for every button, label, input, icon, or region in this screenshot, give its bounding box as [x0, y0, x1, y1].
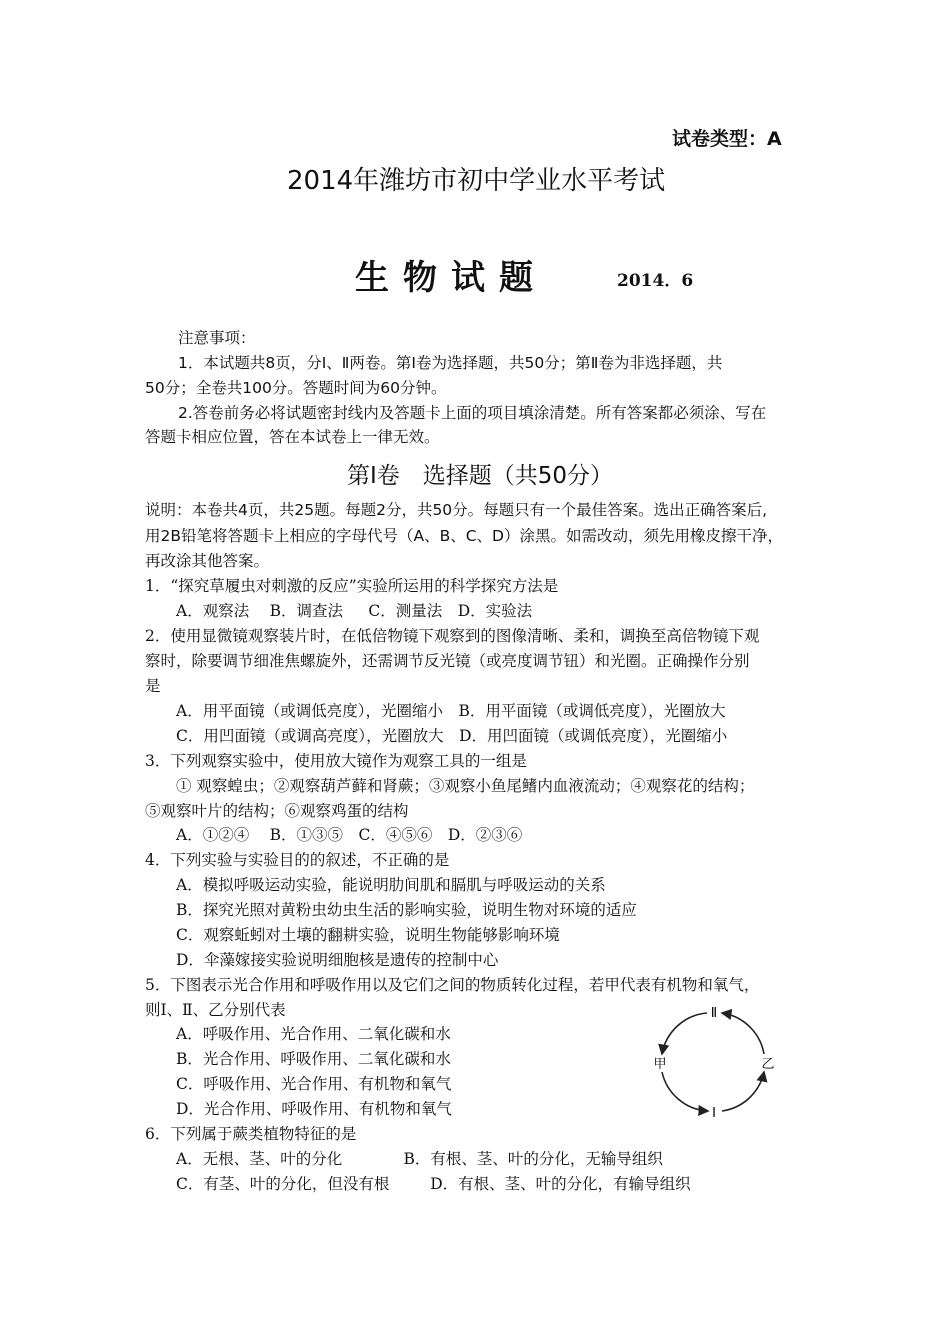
- cycle-arc-top-right: [722, 1013, 764, 1054]
- exam-title: 2014年潍坊市初中学业水平考试: [287, 166, 666, 196]
- cycle-arc-top-left: [662, 1013, 707, 1054]
- section-title: 第Ⅰ卷 选择题（共50分）: [347, 463, 614, 489]
- notice-item-1-line-1: 1．本试题共8页，分Ⅰ、Ⅱ两卷。第Ⅰ卷为选择题，共50分；第Ⅱ卷为非选择题，共: [178, 354, 723, 372]
- notice-item-2-line-1: 2.答卷前务必将试题密封线内及答题卡上面的项目填涂清楚。所有答案都必须涂、写在: [178, 404, 767, 422]
- notice-title: 注意事项：: [178, 329, 256, 347]
- notice-item-2-line-2: 答题卡相应位置，答在本试卷上一律无效。: [145, 428, 440, 446]
- q2-options-line-1: A．用平面镜（或调低亮度），光圈缩小 B．用平面镜（或调低亮度），光圈放大: [176, 702, 726, 720]
- cycle-arc-bottom-right: [722, 1072, 764, 1111]
- diagram-label-right: 乙: [761, 1057, 775, 1072]
- q4-stem: 4．下列实验与实验目的的叙述，不正确的是: [145, 851, 450, 869]
- q5-option-d: D．光合作用、呼吸作用、有机物和氧气: [176, 1100, 452, 1118]
- q4-option-d: D．伞藻嫁接实验说明细胞核是遗传的控制中心: [176, 951, 499, 969]
- q2-stem-line-2: 察时，除要调节细准焦螺旋外，还需调节反光镜（或亮度调节钮）和光圈。正确操作分别: [145, 652, 750, 670]
- diagram-label-top: Ⅱ: [710, 1006, 718, 1021]
- q5-stem-line-1: 5．下图表示光合作用和呼吸作用以及它们之间的物质转化过程，若甲代表有机物和氧气，: [145, 976, 760, 994]
- q5-option-c: C．呼吸作用、光合作用、有机物和氧气: [176, 1075, 452, 1093]
- q2-stem-line-1: 2．使用显微镜观察装片时，在低倍物镜下观察到的图像清晰、柔和，调换至高倍物镜下观: [145, 627, 760, 645]
- q6-options-line-2: C．有茎、叶的分化，但没有根 D．有根、茎、叶的分化，有输导组织: [176, 1175, 691, 1193]
- section-desc-line-3: 再改涂其他答案。: [145, 552, 270, 570]
- q6-stem: 6．下列属于蕨类植物特征的是: [145, 1125, 357, 1143]
- photosynthesis-respiration-cycle-diagram: [640, 1000, 790, 1125]
- notice-item-1-line-2: 50分；全卷共100分。答题时间为60分钟。: [145, 379, 447, 397]
- cycle-arc-bottom-left: [662, 1072, 708, 1111]
- q4-option-c: C．观察蚯蚓对土壤的翻耕实验，说明生物能够影响环境: [176, 926, 560, 944]
- paper-type-label: 试卷类型：A: [672, 128, 782, 150]
- q5-option-a: A．呼吸作用、光合作用、二氧化碳和水: [176, 1025, 451, 1043]
- q3-options: A．①②④ B．①③⑤ C．④⑤⑥ D．②③⑥: [176, 826, 523, 844]
- q2-options-line-2: C．用凹面镜（或调高亮度），光圈放大 D．用凹面镜（或调低亮度），光圈缩小: [176, 727, 728, 745]
- q1-stem: 1．“探究草履虫对刺激的反应”实验所运用的科学探究方法是: [145, 577, 559, 595]
- q1-options: A．观察法 B．调查法 C．测量法 D．实验法: [176, 602, 533, 620]
- q4-option-a: A．模拟呼吸运动实验，能说明肋间肌和膈肌与呼吸运动的关系: [176, 876, 606, 894]
- q6-options-line-1: A．无根、茎、叶的分化 B．有根、茎、叶的分化，无输导组织: [176, 1150, 663, 1168]
- diagram-label-bottom: Ⅰ: [712, 1106, 716, 1121]
- diagram-label-left: 甲: [653, 1057, 667, 1072]
- q3-line-3: ⑤观察叶片的结构；⑥观察鸡蛋的结构: [145, 802, 409, 820]
- q5-option-b: B．光合作用、呼吸作用、二氧化碳和水: [176, 1050, 451, 1068]
- q2-stem-line-3: 是: [145, 677, 161, 695]
- section-desc-line-1: 说明：本卷共4页，共25题。每题2分，共50分。每题只有一个最佳答案。选出正确答案后,: [145, 501, 768, 519]
- q5-stem-line-2: 则Ⅰ、Ⅱ、乙分别代表: [145, 1001, 286, 1019]
- exam-date: 2014．6: [617, 271, 694, 291]
- q4-option-b: B．探究光照对黄粉虫幼虫生活的影响实验，说明生物对环境的适应: [176, 901, 637, 919]
- section-desc-line-2: 用2B铅笔将答题卡上相应的字母代号（A、B、C、D）涂黑。如需改动，须先用橡皮擦干净，: [145, 527, 783, 545]
- subject-title: 生物试题: [355, 258, 547, 298]
- q3-stem: 3．下列观察实验中，使用放大镜作为观察工具的一组是: [145, 752, 527, 770]
- q3-line-2: ① 观察蝗虫；②观察葫芦藓和肾蕨；③观察小鱼尾鳍内血液流动；④观察花的结构；: [176, 777, 755, 795]
